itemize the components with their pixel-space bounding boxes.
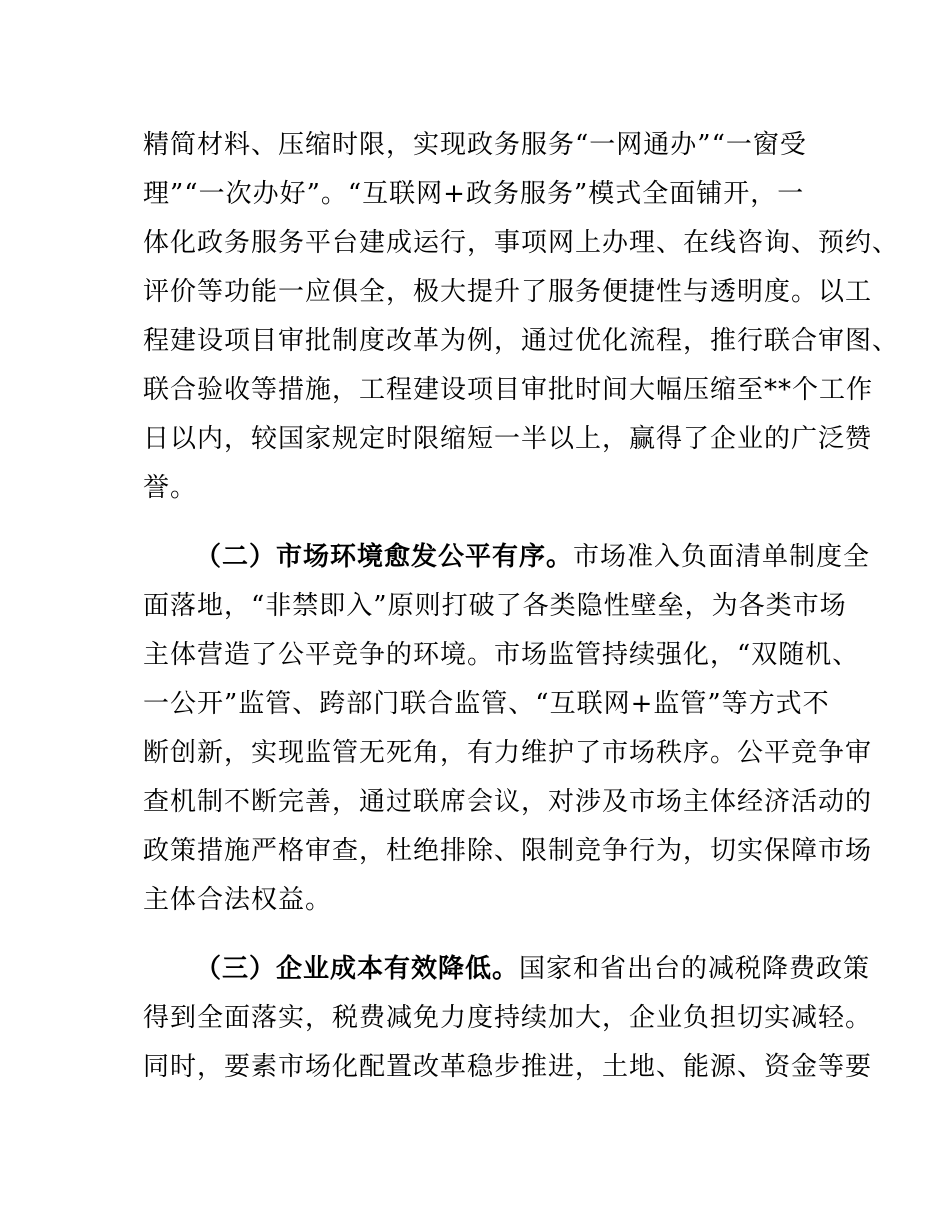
paragraph-1-line-8: 誉。: [143, 473, 198, 503]
paragraph-2-line-4: 一公开”监管、跨部门联合监管、“互联网+监管”等方式不: [143, 689, 830, 719]
section-heading-2: （二）市场环境愈发公平有序。: [195, 542, 574, 572]
paragraph-1-line-7: 日以内，较国家规定时限缩短一半以上，赢得了企业的广泛赞: [143, 424, 873, 454]
paragraph-2-line-3: 主体营造了公平竞争的环境。市场监管持续强化，“双随机、: [143, 640, 860, 670]
paragraph-2-line-7: 政策措施严格审查，杜绝排除、限制竞争行为，切实保障市场: [143, 836, 873, 866]
paragraph-2-line-6: 查机制不断完善，通过联席会议，对涉及市场主体经济活动的: [143, 787, 873, 817]
paragraph-1-line-3: 体化政务服务平台建成运行，事项网上办理、在线咨询、预约、: [143, 228, 900, 258]
paragraph-1-line-2: 理”“一次办好”。“互联网+政务服务”模式全面铺开，一: [143, 179, 805, 209]
paragraph-3-first-line: [195, 952, 871, 986]
paragraph-3-first-line-text: 国家和省出台的减税降费政策: [519, 954, 871, 984]
paragraph-2-line-8: 主体合法权益。: [143, 885, 333, 915]
paragraph-1-line-5: 程建设项目审批制度改革为例，通过优化流程，推行联合审图、: [143, 326, 900, 356]
paragraph-3-line-3: 同时，要素市场化配置改革稳步推进，土地、能源、资金等要: [143, 1052, 873, 1082]
paragraph-1-line-6: 联合验收等措施，工程建设项目审批时间大幅压缩至**个工作: [143, 375, 874, 405]
paragraph-2-first-line: [195, 540, 871, 574]
section-heading-3: （三）企业成本有效降低。: [195, 954, 520, 984]
paragraph-1-line-1: 精简材料、压缩时限，实现政务服务“一网通办”“一窗受: [143, 130, 807, 160]
paragraph-2-line-2: 面落地，“非禁即入”原则打破了各类隐性壁垒，为各类市场: [143, 591, 847, 621]
paragraph-2-first-line-text: 市场准入负面清单制度全: [573, 542, 871, 572]
paragraph-2-line-5: 断创新，实现监管无死角，有力维护了市场秩序。公平竞争审: [143, 738, 873, 768]
paragraph-1-line-4: 评价等功能一应俱全，极大提升了服务便捷性与透明度。以工: [143, 277, 873, 307]
paragraph-3-line-2: 得到全面落实，税费减免力度持续加大，企业负担切实减轻。: [143, 1003, 873, 1033]
